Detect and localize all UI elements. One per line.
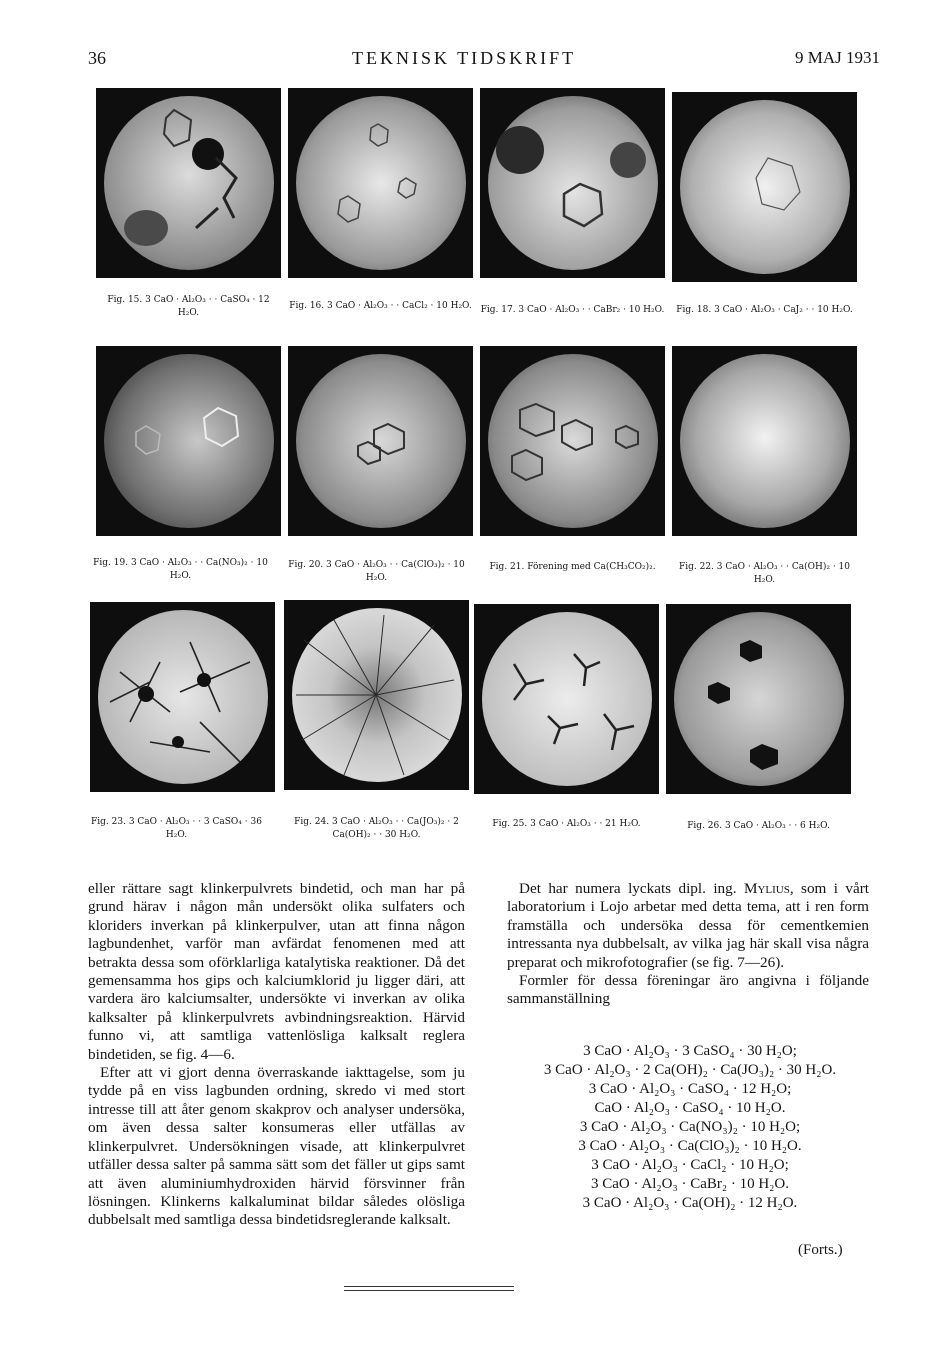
paragraph: Formler för dessa föreningar äro angivna i följande sammanställning [507,972,869,1008]
formula: 3 CaO · Al₂O₃ · Ca(NO₃)₂ · 10 H₂O; [579,1119,801,1135]
figure-caption: Fig. 18. 3 CaO · Al₂O₃ · CaJ₂ · · 10 H₂O. [676,305,853,315]
figure-caption: Fig. 19. 3 CaO · Al₂O₃ · · Ca(NO₃)₂ · 10 H₂O. [93,558,268,581]
figure-caption: Fig. 21. Förening med Ca(CH₃CO₂)₂. [489,562,656,572]
formula-list [500,1042,880,1213]
paragraph: Efter att vi gjort denna överraskande iakttagelse, som ju tydde på en viss lagbunden ordning, skredo vi med stort intresse till att åter genom skakprov och analyser undersöka, om även dessa salter konsumeras eller utfällas av klinkerpulvret. Undersökningen visade, att klinkerpulvret utfäller dessa salter på samma sätt som det fäller ut gips samt att även aluminiumhydroxiden härvid försvinner från lösningen. Klinkerns kalkaluminat bildar således olösliga dubbelsalt med samtliga dessa bindetidsreglerande kalksalt. [88,1064,465,1229]
left-column [88,880,465,1230]
figure-caption: Fig. 17. 3 CaO · Al₂O₃ · · CaBr₂ · 10 H₂O. [480,305,665,315]
paragraph [507,880,869,972]
micrograph-fig-17 [480,88,665,278]
micrograph-fig-21 [480,346,665,536]
micrograph-fig-24 [284,600,469,790]
micrograph-fig-16 [288,88,473,278]
formula: 3 CaO · Al₂O₃ · CaBr₂ · 10 H₂O. [591,1176,789,1192]
author-name: Mylius [743,880,790,897]
paragraph-text: Det har numera lyckats dipl. ing. [519,880,737,897]
formula: 3 CaO · Al₂O₃ · CaCl₂ · 10 H₂O; [591,1157,789,1173]
figure-caption: Fig. 25. 3 CaO · Al₂O₃ · · 21 H₂O. [492,819,641,829]
divider [344,1286,514,1287]
continued-note: (Forts.) [798,1242,843,1258]
figure-caption: Fig. 20. 3 CaO · Al₂O₃ · · Ca(ClO₃)₂ · 10 H₂O. [288,560,465,583]
figure-caption: Fig. 26. 3 CaO · Al₂O₃ · · 6 H₂O. [687,821,830,831]
journal-title: TEKNISK TIDSKRIFT [352,48,577,68]
micrograph-fig-15 [96,88,281,278]
figure-caption: Fig. 23. 3 CaO · Al₂O₃ · · 3 CaSO₄ · 36 H₂O. [91,817,262,840]
formula: 3 CaO · Al₂O₃ · Ca(ClO₃)₂ · 10 H₂O. [578,1138,802,1154]
micrograph-fig-19 [96,346,281,536]
figure-caption: Fig. 22. 3 CaO · Al₂O₃ · · Ca(OH)₂ · 10 H₂O. [679,562,850,585]
micrograph-fig-26 [666,604,851,794]
paragraph-text: , som i vårt laboratorium i Lojo arbetar med detta tema, att i ren form framställa och undersöka dessa för cementkemien intressanta nya dubbelsalt, av vilka jag här skall visa några preparat och mikrofotografier (se fig. 7—26). [507,880,869,971]
formula: 3 CaO · Al₂O₃ · Ca(OH)₂ · 12 H₂O. [582,1195,798,1211]
issue-date: 9 MAJ 1931 [794,48,880,67]
figure-caption: Fig. 15. 3 CaO · Al₂O₃ · · CaSO₄ · 12 H₂O. [107,295,270,318]
formula: 3 CaO · Al₂O₃ · CaSO₄ · 12 H₂O; [588,1081,792,1097]
micrograph-fig-25 [474,604,659,794]
micrograph-fig-20 [288,346,473,536]
paragraph: eller rättare sagt klinkerpulvrets bindetid, och man har på grund härav i någon mån undersökt olika sulfaters och kloriders inverkan på klinkerpulver, utan att finna någon lagbundenhet, varför man avfärdat fenomenen med att betrakta dessa som oförklarliga katalytiska reaktioner. Då det gemensamma hos gips och kalciumklorid ju ligger däri, att vardera äro kalciumsalter, undersökte vi inverkan av olika kalksalter på klinkerpulvrets avbindningsreaktion. Härvid funno vi, att samtliga vattenlösliga kalksalt reglera bindetiden, se fig. 4—6. [88,880,465,1063]
figure-caption: Fig. 16. 3 CaO · Al₂O₃ · · CaCl₂ · 10 H₂O. [289,301,472,311]
page-number: 36 [88,48,106,68]
micrograph-fig-18 [672,92,857,282]
formula: 3 CaO · Al₂O₃ · 3 CaSO₄ · 30 H₂O; [583,1043,797,1059]
micrograph-fig-22 [672,346,857,536]
right-column [507,880,869,1009]
divider [344,1290,514,1291]
micrograph-fig-23 [90,602,275,792]
figure-caption: Fig. 24. 3 CaO · Al₂O₃ · · Ca(JO₃)₂ · 2 Ca(OH)₂ · · 30 H₂O. [294,817,459,840]
formula: CaO · Al₂O₃ · CaSO₄ · 10 H₂O. [594,1100,786,1116]
formula: 3 CaO · Al₂O₃ · 2 Ca(OH)₂ · Ca(JO₃)₂ · 30 H₂O. [543,1062,837,1078]
